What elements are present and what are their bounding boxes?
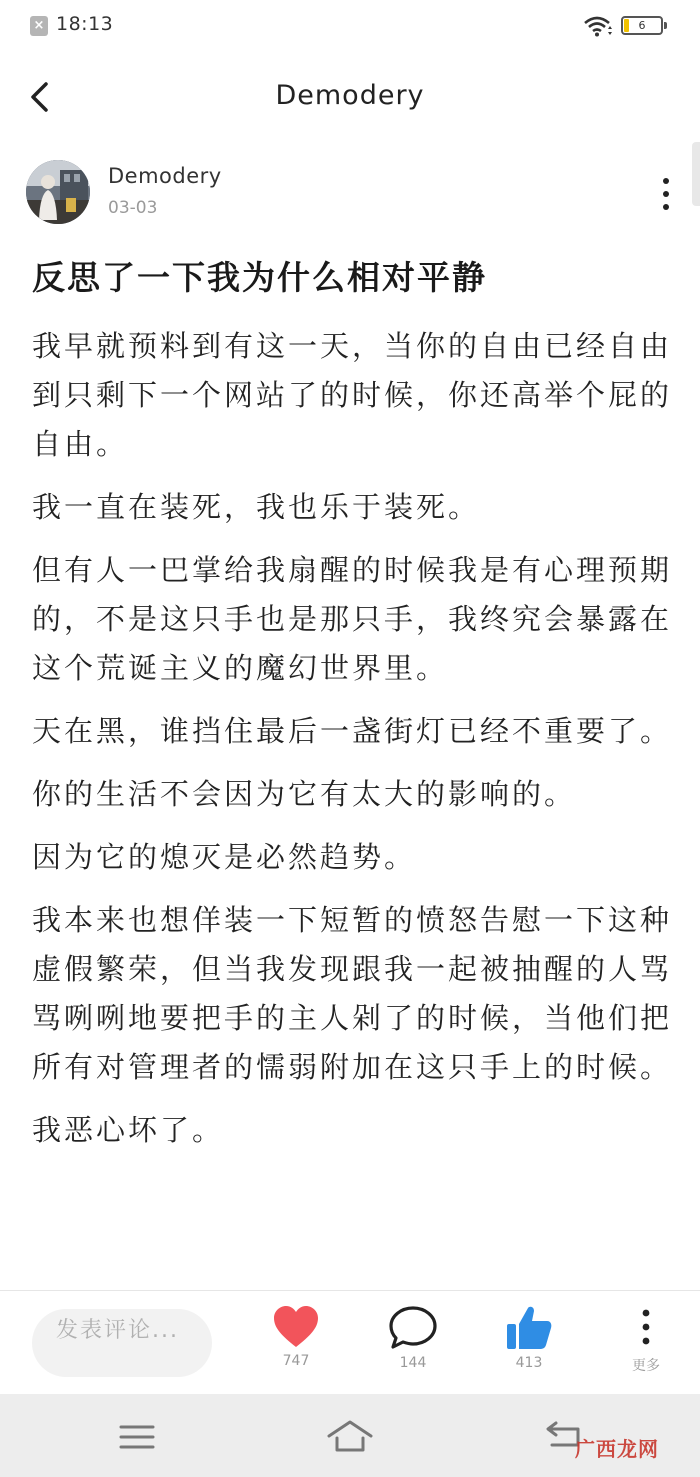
- battery-level: 6: [638, 19, 646, 32]
- article-title: 反思了一下我为什么相对平静: [32, 258, 487, 297]
- author-name[interactable]: Demodery: [108, 164, 222, 188]
- more-button[interactable]: [606, 1305, 686, 1375]
- more-label: 更多: [632, 1358, 660, 1374]
- home-icon: [315, 1412, 385, 1462]
- status-bar: [0, 0, 700, 56]
- avatar[interactable]: [26, 160, 90, 224]
- nav-home-button[interactable]: [315, 1412, 385, 1462]
- notification-icon: ×: [30, 16, 48, 36]
- article-body: [32, 322, 672, 1169]
- battery-icon: [621, 16, 663, 35]
- bottom-action-bar: [0, 1290, 700, 1394]
- thumbs-up-icon: [505, 1305, 553, 1351]
- author-row: [0, 150, 700, 240]
- paragraph: 因为它的熄灭是必然趋势。: [32, 840, 417, 874]
- nav-menu-button[interactable]: [102, 1412, 172, 1462]
- avatar-image: [26, 160, 90, 224]
- page-title: Demodery: [275, 80, 425, 111]
- back-button[interactable]: [20, 76, 64, 120]
- paragraph: 我早就预料到有这一天，当你的自由已经自由到只剩下一个网站了的时候，你还高举个屁的自由。: [32, 329, 673, 461]
- like-button[interactable]: [256, 1305, 336, 1369]
- paragraph: 我一直在装死，我也乐于装死。: [32, 490, 481, 524]
- battery-tip: [664, 22, 667, 29]
- more-vertical-icon: [622, 1305, 670, 1351]
- status-time: 18:13: [56, 13, 114, 35]
- comment-count: 144: [399, 1355, 427, 1371]
- top-header: [0, 56, 700, 142]
- paragraph: 但有人一巴掌给我扇醒的时候我是有心理预期的，不是这只手也是那只手，我终究会暴露在这个荒诞主义的魔幻世界里。: [32, 553, 673, 685]
- comment-bubble-icon: [388, 1305, 438, 1351]
- watermark: 广西龙网: [575, 1437, 659, 1461]
- paragraph: 我恶心坏了。: [32, 1113, 225, 1147]
- comment-input[interactable]: 发表评论...: [32, 1309, 212, 1377]
- chevron-left-icon: [20, 76, 64, 120]
- more-options-button[interactable]: [648, 170, 684, 218]
- thumbs-up-count: 413: [515, 1355, 543, 1371]
- like-count: 747: [282, 1353, 310, 1369]
- post-date: 03-03: [108, 198, 158, 218]
- paragraph: 你的生活不会因为它有太大的影响的。: [32, 777, 577, 811]
- menu-icon: [102, 1412, 172, 1462]
- paragraph: 我本来也想佯装一下短暂的愤怒告慰一下这种虚假繁荣，但当我发现跟我一起被抽醒的人骂骂咧咧地要把手的主人剁了的时候，当他们把所有对管理者的懦弱附加在这只手上的时候。: [32, 903, 673, 1084]
- heart-icon: [272, 1305, 320, 1349]
- paragraph: 天在黑，谁挡住最后一盏街灯已经不重要了。: [32, 714, 673, 748]
- comment-button[interactable]: [373, 1305, 453, 1371]
- wifi-icon: [583, 14, 613, 38]
- thumbs-up-button[interactable]: [489, 1305, 569, 1371]
